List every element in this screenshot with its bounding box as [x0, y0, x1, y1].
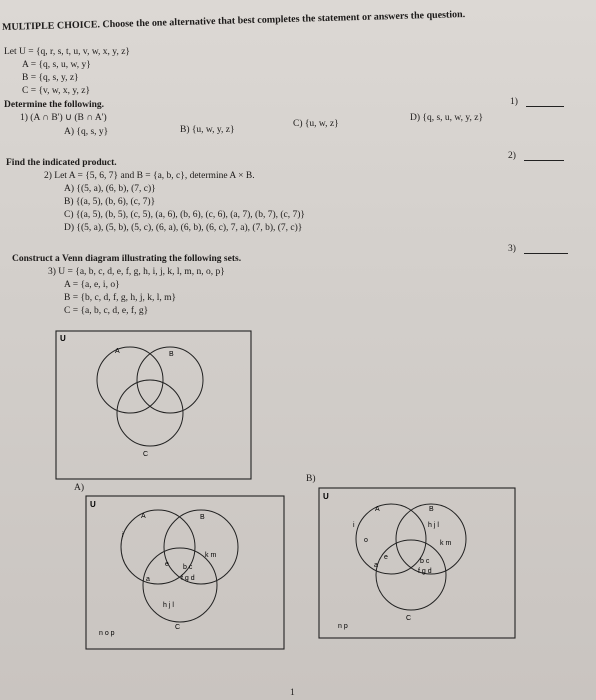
region-fgd: f g d [181, 575, 195, 582]
region-km: k m [440, 540, 452, 547]
q2-prompt: Find the indicated product. [6, 158, 117, 168]
q3-prompt: Construct a Venn diagram illustrating the following sets. [12, 254, 242, 264]
region-np: n p [338, 623, 348, 630]
region-o: o [364, 537, 368, 544]
universe-box [56, 331, 251, 479]
section-title: MULTIPLE CHOICE. [1, 19, 101, 33]
section-header [2, 9, 465, 33]
circle-a-label: A [375, 506, 380, 513]
region-bc: b c [183, 564, 193, 571]
q1-set-c: C = {v, w, x, y, z} [22, 86, 91, 96]
q3-option-b-label[interactable]: B) [306, 474, 316, 484]
q2-option-c[interactable]: C) {(a, 5), (b, 5), (c, 5), (a, 6), (b, 6), (c, 6), (a, 7), (b, 7), (c, 7)} [64, 210, 305, 220]
q2-answer-blank[interactable] [524, 160, 564, 161]
q3-set-c: C = {a, b, c, d, e, f, g} [64, 306, 149, 316]
universe-label: U [323, 492, 329, 501]
universe-label: U [60, 334, 66, 343]
circle-a-label: A [115, 348, 120, 355]
q2-option-d[interactable]: D) {(5, a), (5, b), (5, c), (6, a), (6, b), (6, c), 7, a), (7, b), (7, c)} [64, 223, 303, 233]
q1-option-d[interactable]: D) {q, s, u, w, y, z} [410, 113, 484, 123]
q2-option-a[interactable]: A) {(5, a), (6, b), (7, c)} [64, 184, 156, 194]
q2-answer-label: 2) [508, 151, 516, 161]
venn-option-b-diagram[interactable] [318, 487, 516, 639]
region-nop: n o p [99, 630, 115, 637]
region-i: i [122, 532, 124, 539]
region-e: e [165, 561, 169, 568]
region-km: k m [205, 552, 217, 559]
circle-b-label: B [200, 514, 205, 521]
q3-answer-blank[interactable] [524, 253, 568, 254]
region-bc: b c [420, 558, 430, 565]
q1-question: 1) (A ∩ B') ∪ (B ∩ A') [20, 113, 107, 123]
universe-label: U [90, 500, 96, 509]
circle-c-label: C [406, 615, 412, 622]
region-a: a [146, 576, 150, 583]
venn-option-a-diagram[interactable] [85, 495, 285, 650]
circle-c-label: C [175, 624, 181, 631]
region-a: a [374, 562, 378, 569]
q3-answer-label: 3) [508, 244, 516, 254]
circle-b-label: B [169, 351, 174, 358]
q1-set-a: A = {q, s, u, w, y} [22, 60, 91, 70]
circle-a-label: A [141, 513, 146, 520]
circle-b [396, 504, 466, 574]
region-hjl: h j l [163, 602, 174, 609]
region-hjl: h j l [428, 522, 439, 529]
page-number: 1 [290, 688, 295, 698]
circle-b [164, 510, 238, 584]
venn-blank-diagram [55, 330, 252, 480]
q1-prompt: Determine the following. [4, 100, 104, 110]
q3-question: 3) U = {a, b, c, d, e, f, g, h, i, j, k, l, m, n, o, p} [48, 267, 225, 277]
circle-a [121, 510, 195, 584]
q2-option-b[interactable]: B) {(a, 5), (b, 6), (c, 7)} [64, 197, 156, 207]
q1-set-b: B = {q, s, y, z} [22, 73, 79, 83]
circle-b-label: B [429, 506, 434, 513]
circle-c [143, 548, 217, 622]
q1-option-c[interactable]: C) {u, w, z} [293, 119, 339, 129]
q3-option-a-label[interactable]: A) [74, 483, 85, 493]
region-fgd: f g d [418, 568, 432, 575]
q3-set-b: B = {b, c, d, f, g, h, j, k, l, m} [64, 293, 177, 303]
q2-question: 2) Let A = {5, 6, 7} and B = {a, b, c}, determine A × B. [44, 171, 255, 181]
q1-option-b[interactable]: B) {u, w, y, z} [180, 125, 235, 135]
q1-universe: Let U = {q, r, s, t, u, v, w, x, y, z} [4, 47, 130, 57]
region-i: i [353, 522, 355, 529]
q1-answer-label: 1) [510, 97, 518, 107]
q1-answer-blank[interactable] [526, 106, 564, 107]
circle-c [376, 540, 446, 610]
region-e: e [384, 554, 388, 561]
q3-set-a: A = {a, e, i, o} [64, 280, 120, 290]
q1-option-a[interactable]: A) {q, s, y} [64, 127, 109, 137]
section-instruction: Choose the one alternative that best completes the statement or answers the question. [102, 9, 466, 31]
circle-c-label: C [143, 451, 149, 458]
